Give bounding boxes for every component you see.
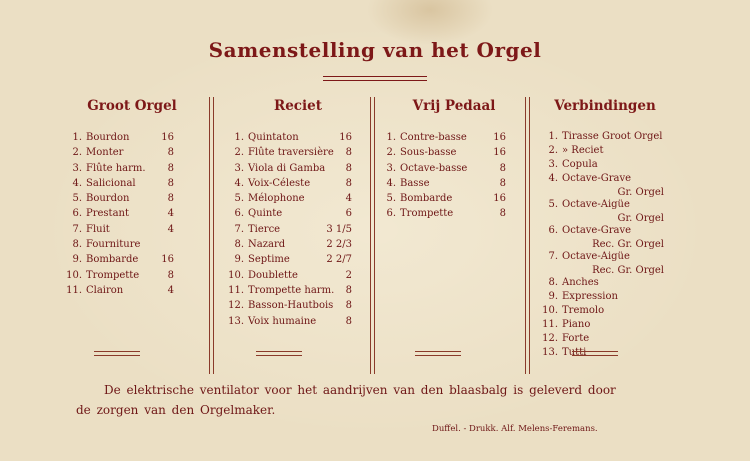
stop-number: 7. [548, 251, 558, 262]
stop-pitch: 16 [493, 132, 506, 143]
stop-number: 12. [228, 300, 244, 312]
column-divider [370, 97, 375, 374]
stop-item [538, 198, 668, 224]
stop-number: 2. [234, 147, 244, 159]
stop-number: 6. [548, 225, 558, 236]
stop-number: 10. [542, 305, 558, 316]
stop-item [538, 318, 668, 332]
stop-item [62, 161, 192, 176]
heading-verbindingen: Verbindingen [554, 98, 656, 114]
stop-name: Nazard [248, 239, 286, 251]
stop-item [224, 283, 352, 298]
stop-name: Sous-basse [400, 147, 457, 159]
stop-number: 11. [228, 284, 244, 296]
stop-item [62, 283, 192, 298]
stop-number: 1. [234, 132, 244, 143]
stop-number: 5. [548, 199, 558, 210]
stop-name: Contre-basse [400, 132, 467, 143]
stop-pitch: 8 [167, 147, 174, 159]
stop-name: Mélophone [248, 193, 305, 205]
stop-number: 2. [386, 147, 396, 159]
stop-item [538, 158, 668, 172]
stop-item [62, 206, 192, 221]
stop-number: 4. [386, 177, 396, 189]
stop-name: Tutti [562, 347, 587, 358]
stop-number: 6. [386, 208, 396, 220]
stop-item [538, 332, 668, 346]
stop-number: 5. [72, 193, 82, 205]
stop-number: 2. [548, 145, 558, 156]
stop-name: Salicional [86, 177, 136, 189]
stop-item [224, 252, 352, 267]
stop-item [538, 276, 668, 290]
verbindingen-list [538, 130, 668, 360]
footer-text-line1: De elektrische ventilator voor het aandrijven van den blaasbalg is geleverd door [104, 383, 616, 397]
stop-number: 9. [234, 254, 244, 266]
stop-pitch: 3 1/5 [326, 223, 352, 235]
stop-name: Octave-Aigüe [562, 199, 630, 210]
stop-number: 4. [72, 177, 82, 189]
stop-number: 8. [72, 239, 82, 251]
reciet-list [224, 130, 352, 329]
stop-item [224, 191, 352, 206]
stop-number: 12. [542, 333, 558, 344]
stop-number: 1. [72, 132, 82, 143]
heading-reciet: Reciet [274, 98, 322, 114]
stop-item [224, 161, 352, 176]
stop-pitch: 2 2/3 [326, 239, 352, 251]
stop-number: 4. [234, 177, 244, 189]
stop-item [224, 206, 352, 221]
stop-name: Quintaton [248, 132, 299, 143]
stop-number: 1. [548, 131, 558, 142]
heading-groot-orgel: Groot Orgel [87, 98, 177, 114]
stop-name: Bombarde [86, 254, 139, 266]
stop-number: 13. [542, 347, 558, 358]
stop-name: Flûte harm. [86, 162, 146, 174]
stop-number: 5. [386, 193, 396, 205]
stop-item [376, 145, 510, 160]
stop-name: Piano [562, 319, 591, 330]
stop-pitch: 8 [499, 162, 506, 174]
column-divider [209, 97, 214, 374]
stop-number: 3. [234, 162, 244, 174]
stop-name: Forte [562, 333, 590, 344]
stop-name: » Reciet [562, 145, 604, 156]
stop-item [224, 176, 352, 191]
coupler-target: Rec. Gr. Orgel [592, 265, 664, 276]
stop-number: 6. [234, 208, 244, 220]
coupler-target: Gr. Orgel [617, 213, 664, 224]
stop-number: 7. [72, 223, 82, 235]
stop-pitch: 16 [339, 132, 352, 143]
printer-credit: Duffel. - Drukk. Alf. Melens-Feremans. [432, 424, 598, 434]
stop-item [62, 268, 192, 283]
stop-item [62, 237, 192, 252]
stop-item [62, 176, 192, 191]
stop-pitch: 8 [345, 284, 352, 296]
stop-name: Basse [400, 177, 430, 189]
stop-name: Septime [248, 254, 290, 266]
stop-item [538, 172, 668, 198]
stop-name: Monter [86, 147, 124, 159]
stop-pitch: 16 [493, 147, 506, 159]
page-title: Samenstelling van het Orgel [208, 38, 542, 62]
stop-item [538, 144, 668, 158]
stop-name: Flûte traversière [248, 147, 334, 159]
stop-name: Expression [562, 291, 618, 302]
column-end-rule [94, 351, 140, 356]
stop-name: Doublette [248, 269, 298, 281]
stop-item [538, 290, 668, 304]
stop-name: Voix humaine [248, 315, 317, 327]
stop-pitch: 8 [499, 208, 506, 220]
stop-number: 10. [66, 269, 82, 281]
column-end-rule [415, 351, 461, 356]
stop-item [376, 161, 510, 176]
stop-name: Trompette [400, 208, 454, 220]
stop-item [224, 145, 352, 160]
heading-vrij-pedaal: Vrij Pedaal [412, 98, 496, 114]
stop-pitch: 4 [167, 223, 174, 235]
stop-item [224, 298, 352, 313]
stop-pitch: 8 [345, 162, 352, 174]
stop-number: 13. [228, 315, 244, 327]
stop-item [224, 268, 352, 283]
stop-pitch: 6 [345, 208, 352, 220]
stop-item [224, 314, 352, 329]
stop-pitch: 8 [167, 269, 174, 281]
stop-name: Tirasse Groot Orgel [562, 131, 663, 142]
stop-number: 3. [72, 162, 82, 174]
stop-name: Voix-Céleste [248, 177, 311, 189]
stop-item [62, 130, 192, 145]
stop-number: 11. [66, 284, 82, 296]
stop-item [538, 250, 668, 276]
stop-pitch: 8 [167, 177, 174, 189]
stop-pitch: 4 [167, 284, 174, 296]
stop-item [538, 130, 668, 144]
stop-number: 9. [548, 291, 558, 302]
stop-name: Fourniture [86, 239, 141, 251]
stop-item [376, 176, 510, 191]
stop-number: 7. [234, 223, 244, 235]
stop-number: 1. [386, 132, 396, 143]
title-rule [323, 76, 427, 81]
stop-item [224, 130, 352, 145]
stop-pitch: 8 [167, 162, 174, 174]
stop-pitch: 16 [161, 132, 174, 143]
stop-pitch: 8 [345, 177, 352, 189]
stop-name: Octave-basse [400, 162, 468, 174]
stop-name: Tremolo [562, 305, 605, 316]
stop-item [62, 222, 192, 237]
stop-number: 2. [72, 147, 82, 159]
stop-number: 9. [72, 254, 82, 266]
stop-name: Clairon [86, 284, 124, 296]
stop-item [376, 206, 510, 221]
stop-name: Fluit [86, 223, 110, 235]
stop-item [224, 222, 352, 237]
stop-item [62, 252, 192, 267]
stop-pitch: 8 [345, 315, 352, 327]
stop-item [538, 224, 668, 250]
stop-item [224, 237, 352, 252]
stop-pitch: 8 [345, 147, 352, 159]
stop-name: Bourdon [86, 193, 130, 205]
coupler-target: Rec. Gr. Orgel [592, 239, 664, 250]
groot-orgel-list [62, 130, 192, 298]
stop-item [62, 145, 192, 160]
stop-number: 11. [542, 319, 558, 330]
stop-pitch: 16 [161, 254, 174, 266]
stop-name: Tierce [248, 223, 281, 235]
stop-name: Viola di Gamba [248, 162, 326, 174]
coupler-target: Gr. Orgel [617, 187, 664, 198]
stop-pitch: 2 2/7 [326, 254, 352, 266]
stop-item [376, 130, 510, 145]
stop-number: 8. [234, 239, 244, 251]
stop-number: 4. [548, 173, 558, 184]
footer-text-line2: de zorgen van den Orgelmaker. [76, 403, 276, 417]
stop-pitch: 4 [345, 193, 352, 205]
column-end-rule [256, 351, 302, 356]
stop-name: Basson-Hautbois [248, 300, 334, 312]
stop-name: Prestant [86, 208, 129, 220]
stop-item [62, 191, 192, 206]
stop-pitch: 16 [493, 193, 506, 205]
column-divider [525, 97, 530, 374]
stop-name: Octave-Grave [562, 173, 632, 184]
stop-number: 3. [548, 159, 558, 170]
stop-item [376, 191, 510, 206]
stop-number: 8. [548, 277, 558, 288]
vrij-pedaal-list [376, 130, 510, 222]
stop-name: Octave-Aigüe [562, 251, 630, 262]
stop-name: Anches [562, 277, 599, 288]
stop-number: 10. [228, 269, 244, 281]
stop-number: 3. [386, 162, 396, 174]
stop-item [538, 304, 668, 318]
stop-pitch: 8 [499, 177, 506, 189]
column-end-rule [572, 351, 618, 356]
stop-pitch: 8 [167, 193, 174, 205]
stop-number: 6. [72, 208, 82, 220]
stop-name: Octave-Grave [562, 225, 632, 236]
stop-name: Copula [562, 159, 598, 170]
stop-name: Quinte [248, 208, 283, 220]
stop-pitch: 4 [167, 208, 174, 220]
stop-name: Trompette harm. [248, 284, 335, 296]
stop-name: Bombarde [400, 193, 453, 205]
stop-number: 5. [234, 193, 244, 205]
stop-pitch: 8 [345, 300, 352, 312]
stop-pitch: 2 [345, 269, 352, 281]
stop-name: Bourdon [86, 132, 130, 143]
stop-name: Trompette [86, 269, 140, 281]
